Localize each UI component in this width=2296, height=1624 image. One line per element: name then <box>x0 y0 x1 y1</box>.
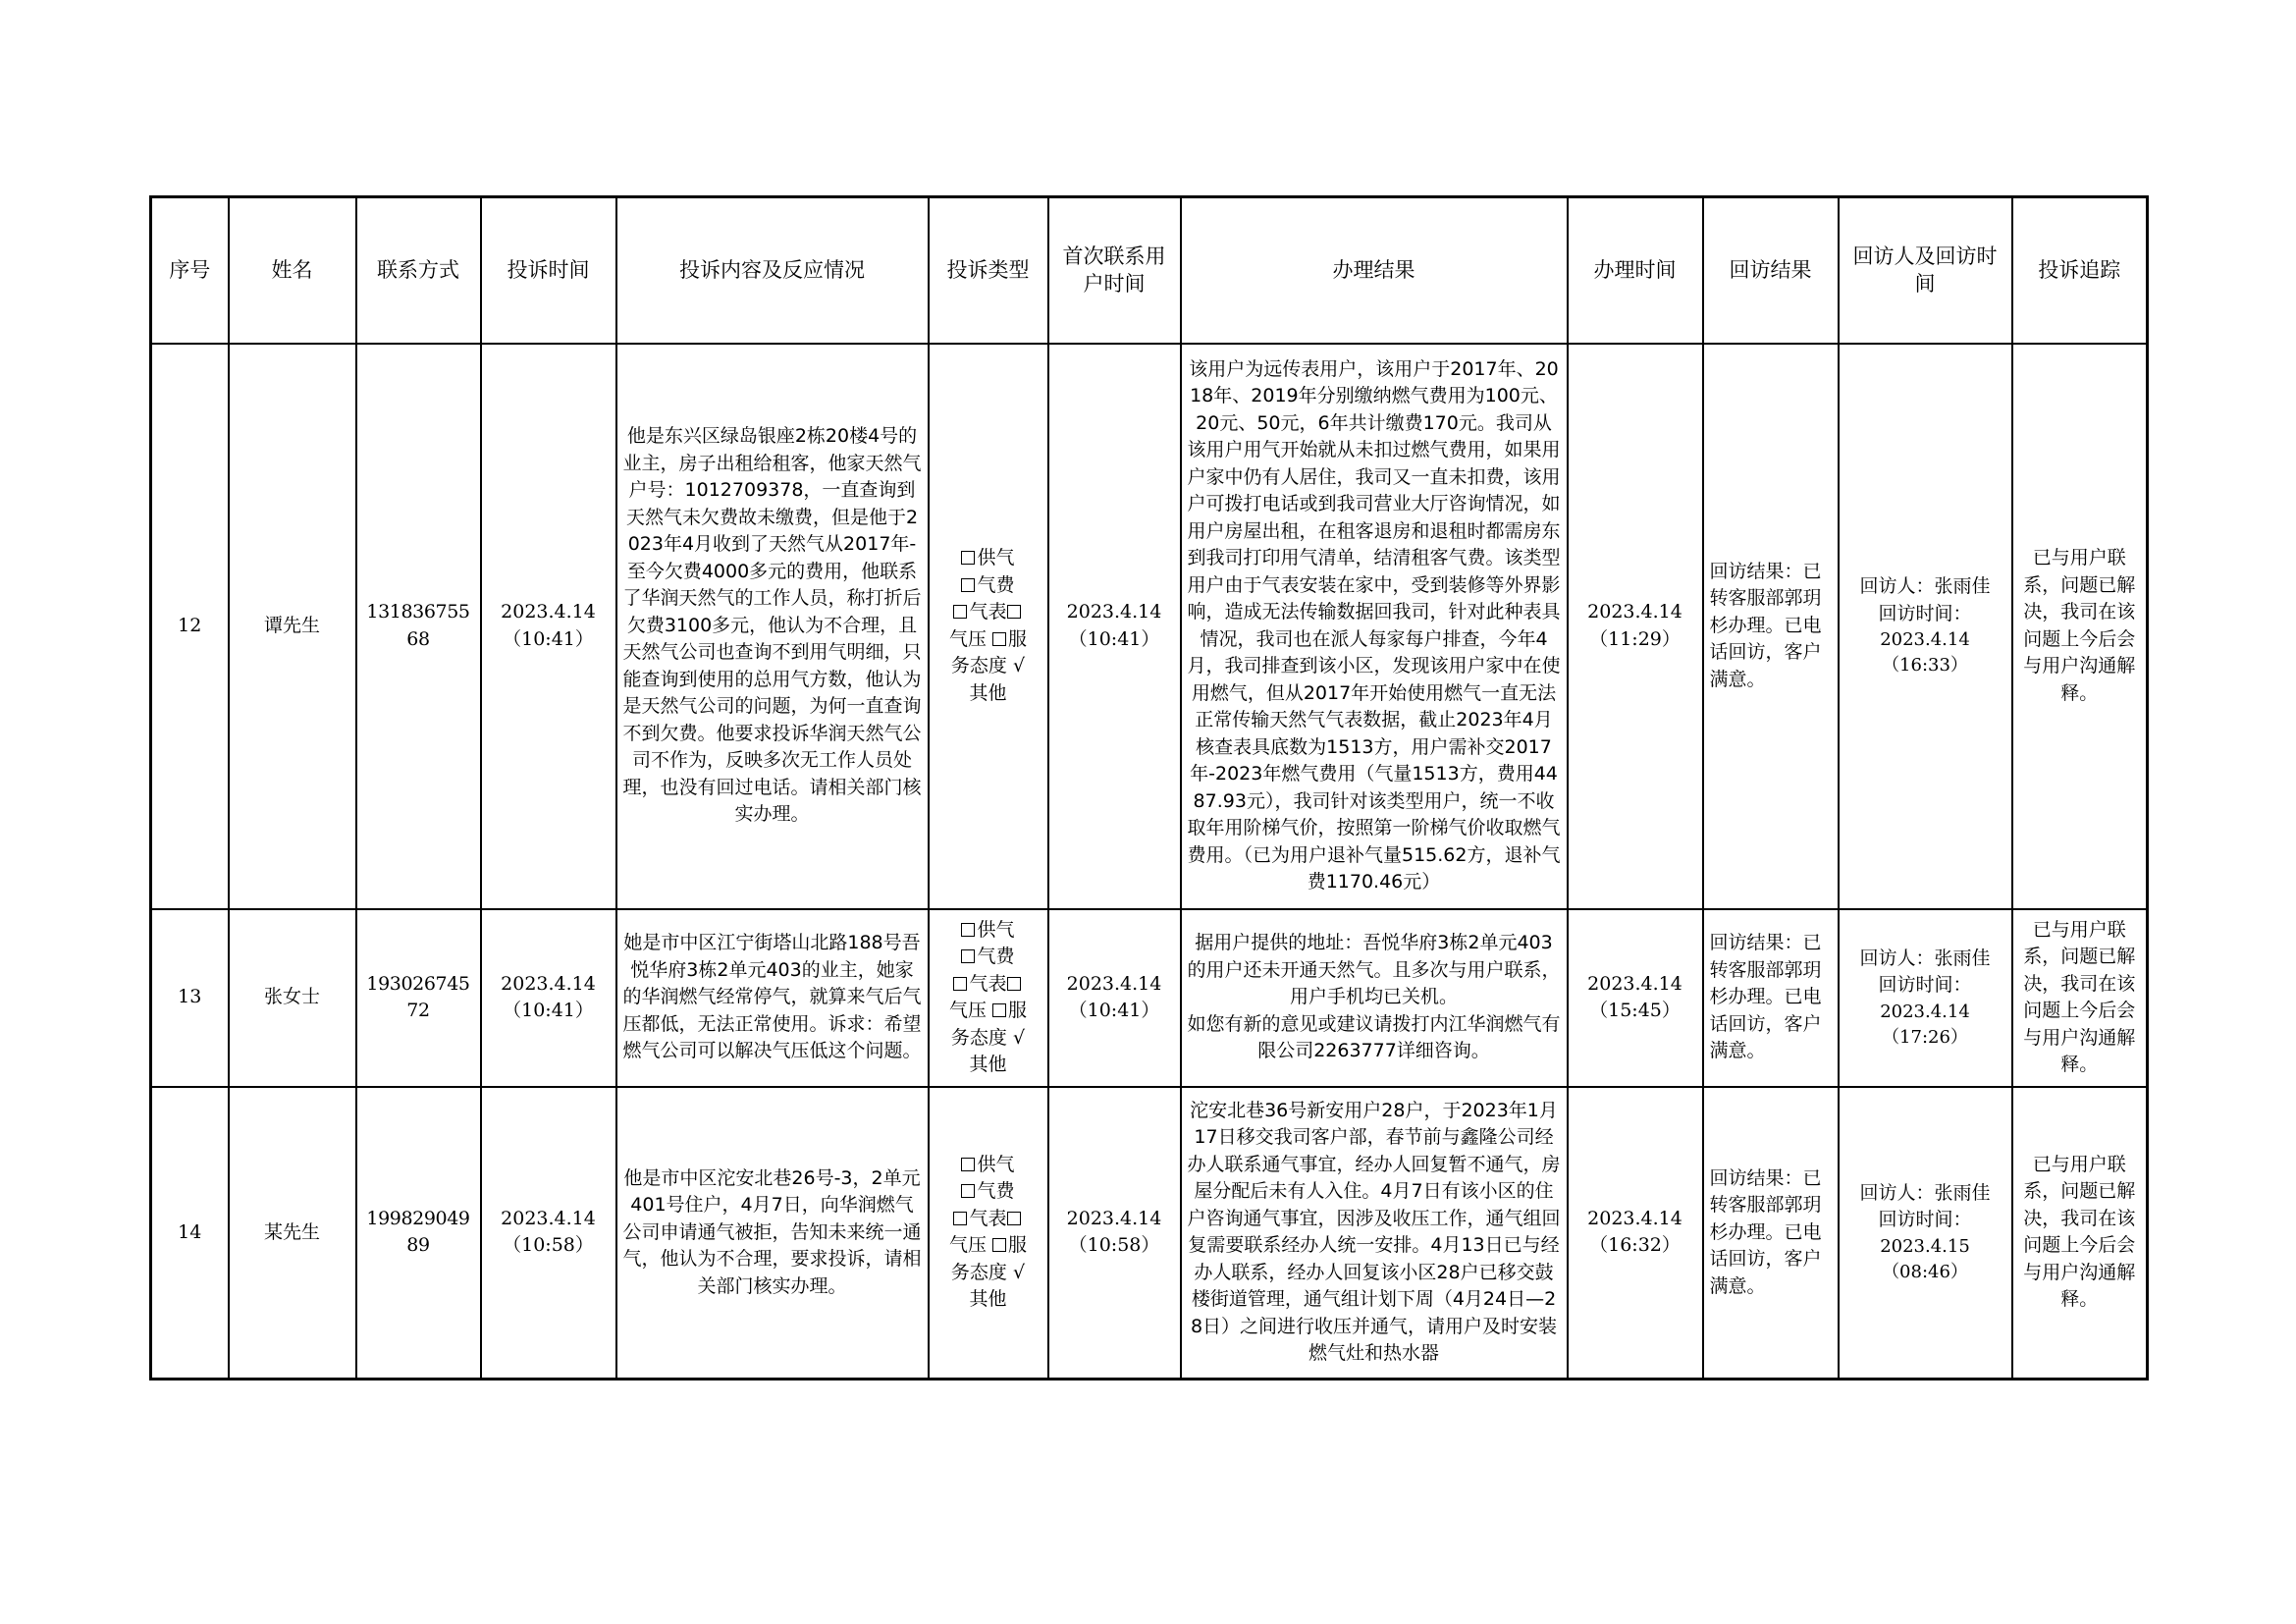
visit-date: 2023.4.14 <box>1880 629 1970 650</box>
checkbox-empty-icon <box>992 1003 1006 1017</box>
header-handle-time: 办理时间 <box>1568 197 1703 344</box>
header-first-contact: 首次联系用户时间 <box>1048 197 1181 344</box>
type-gas-fee: 气费 <box>977 946 1015 967</box>
type-service-suffix: 务态度 <box>950 1026 1007 1049</box>
type-check-mark: √ <box>1012 1261 1026 1283</box>
complaint-table <box>149 195 2149 1380</box>
table-row <box>151 1087 2148 1380</box>
handle-clock: （16:32） <box>1589 1234 1681 1257</box>
cell-phone: 19302674572 <box>356 909 481 1087</box>
visit-clock: （08:46） <box>1882 1261 1968 1282</box>
cell-name: 谭先生 <box>229 344 356 909</box>
type-meter: 气表 <box>969 1207 1007 1229</box>
checkbox-empty-icon <box>961 578 975 592</box>
cell-tracking: 已与用户联系，问题已解决，我司在该问题上今后会与用户沟通解释。 <box>2012 344 2148 909</box>
cell-name: 某先生 <box>229 1087 356 1380</box>
table-row <box>151 909 2148 1087</box>
checkbox-empty-icon <box>953 1212 967 1225</box>
checkbox-empty-icon <box>1007 1212 1021 1225</box>
type-check-mark: √ <box>1012 1026 1026 1049</box>
cell-type <box>929 1087 1048 1380</box>
type-pressure: 气压 <box>948 1234 987 1257</box>
visit-date: 2023.4.14 <box>1880 1001 1970 1022</box>
handle-date: 2023.4.14 <box>1587 1207 1682 1229</box>
checkbox-empty-icon <box>961 1158 975 1171</box>
visit-clock: （17:26） <box>1882 1026 1968 1048</box>
visitor-name: 回访人：张雨佳 <box>1859 575 1991 597</box>
checkbox-empty-icon <box>1007 605 1021 619</box>
checkbox-empty-icon <box>953 605 967 619</box>
header-name: 姓名 <box>229 197 356 344</box>
cell-complaint-time <box>481 344 616 909</box>
complaint-clock: （10:58） <box>503 1234 594 1257</box>
table-row <box>151 344 2148 909</box>
first-contact-date: 2023.4.14 <box>1066 601 1162 623</box>
header-tracking: 投诉追踪 <box>2012 197 2148 344</box>
cell-tracking: 已与用户联系，问题已解决，我司在该问题上今后会与用户沟通解释。 <box>2012 1087 2148 1380</box>
visit-date: 2023.4.15 <box>1880 1235 1970 1257</box>
visitor-name: 回访人：张雨佳 <box>1859 947 1991 969</box>
type-service-suffix: 务态度 <box>950 655 1007 677</box>
table-header-row <box>151 197 2148 344</box>
header-complaint-time: 投诉时间 <box>481 197 616 344</box>
cell-complaint-time <box>481 909 616 1087</box>
type-service-prefix: 服 <box>1008 1234 1028 1257</box>
header-content: 投诉内容及反应情况 <box>616 197 929 344</box>
checkbox-empty-icon <box>992 632 1006 646</box>
type-gas-supply: 供气 <box>977 1153 1015 1175</box>
cell-result: 沱安北巷36号新安用户28户，于2023年1月17日移交我司客户部，春节前与鑫隆公司经办人联系通气事宜，经办人回复暂不通气，房屋分配后未有人入住。4月7日有该小区的住户咨询通气事宜，因涉及收压工作，通气组回复需要联系经办人统一安排。4月13日已与经办人联系，经办人回复该小区28户已移交鼓楼街道管理，通气组计划下周（4月24日—28日）之间进行收压并通气，请用户及时安装燃气灶和热水器 <box>1181 1087 1568 1380</box>
cell-seq: 14 <box>151 1087 229 1380</box>
checkbox-empty-icon <box>961 949 975 963</box>
cell-visit-result: 回访结果：已转客服部郭玥杉办理。已电话回访，客户满意。 <box>1703 1087 1839 1380</box>
first-contact-clock: （10:41） <box>1068 1000 1160 1021</box>
cell-visit-result: 回访结果：已转客服部郭玥杉办理。已电话回访，客户满意。 <box>1703 344 1839 909</box>
cell-visitor <box>1839 909 2012 1087</box>
first-contact-date: 2023.4.14 <box>1066 972 1162 995</box>
header-seq: 序号 <box>151 197 229 344</box>
checkbox-empty-icon <box>961 1184 975 1198</box>
cell-first-contact <box>1048 909 1181 1087</box>
header-contact: 联系方式 <box>356 197 481 344</box>
type-pressure: 气压 <box>948 627 987 650</box>
complaint-date: 2023.4.14 <box>501 972 596 995</box>
first-contact-clock: （10:41） <box>1068 627 1160 650</box>
cell-seq: 12 <box>151 344 229 909</box>
cell-visitor <box>1839 344 2012 909</box>
cell-first-contact <box>1048 1087 1181 1380</box>
handle-clock: （15:45） <box>1589 1000 1681 1021</box>
type-gas-supply: 供气 <box>977 918 1015 941</box>
type-gas-supply: 供气 <box>977 547 1015 568</box>
type-other: 其他 <box>969 1054 1007 1075</box>
type-other: 其他 <box>969 681 1007 704</box>
header-visitor: 回访人及回访时间 <box>1839 197 2012 344</box>
cell-type <box>929 909 1048 1087</box>
header-visit-result: 回访结果 <box>1703 197 1839 344</box>
cell-name: 张女士 <box>229 909 356 1087</box>
cell-content: 他是东兴区绿岛银座2栋20楼4号的业主，房子出租给租客，他家天然气户号：1012709378，一直查询到天然气未欠费故未缴费，但是他于2023年4月收到了天然气从2017年-至今欠费4000多元的费用，他联系了华润天然气的工作人员，称打折后欠费3100多元，他认为不合理，且天然气公司也查询不到用气明细，只能查询到使用的总用气方数，他认为是天然气公司的问题，为何一直查询不到欠费。他要求投诉华润天然气公司不作为，反映多次无工作人员处理，也没有回过电话。请相关部门核实办理。 <box>616 344 929 909</box>
cell-visitor <box>1839 1087 2012 1380</box>
first-contact-date: 2023.4.14 <box>1066 1207 1162 1229</box>
type-service-suffix: 务态度 <box>950 1261 1007 1283</box>
cell-visit-result: 回访结果：已转客服部郭玥杉办理。已电话回访，客户满意。 <box>1703 909 1839 1087</box>
type-other: 其他 <box>969 1288 1007 1311</box>
visitor-name: 回访人：张雨佳 <box>1859 1181 1991 1204</box>
complaint-date: 2023.4.14 <box>501 1207 596 1229</box>
type-gas-fee: 气费 <box>977 1180 1015 1203</box>
checkbox-empty-icon <box>992 1238 1006 1252</box>
handle-date: 2023.4.14 <box>1587 601 1682 623</box>
type-pressure: 气压 <box>948 1000 987 1021</box>
cell-result: 据用户提供的地址：吾悦华府3栋2单元403的用户还未开通天然气。且多次与用户联系，用户手机均已关机。 如您有新的意见或建议请拨打内江华润燃气有限公司2263777详细咨询。 <box>1181 909 1568 1087</box>
cell-phone: 19982904989 <box>356 1087 481 1380</box>
header-type: 投诉类型 <box>929 197 1048 344</box>
complaint-date: 2023.4.14 <box>501 601 596 623</box>
checkbox-empty-icon <box>953 977 967 991</box>
cell-handle-time <box>1568 344 1703 909</box>
cell-complaint-time <box>481 1087 616 1380</box>
cell-tracking: 已与用户联系，问题已解决，我司在该问题上今后会与用户沟通解释。 <box>2012 909 2148 1087</box>
first-contact-clock: （10:58） <box>1068 1234 1160 1257</box>
cell-type <box>929 344 1048 909</box>
handle-clock: （11:29） <box>1589 627 1681 650</box>
checkbox-empty-icon <box>961 923 975 937</box>
type-service-prefix: 服 <box>1008 627 1028 650</box>
header-result: 办理结果 <box>1181 197 1568 344</box>
cell-handle-time <box>1568 909 1703 1087</box>
visit-label: 回访时间： <box>1878 974 1972 996</box>
cell-phone: 13183675568 <box>356 344 481 909</box>
type-check-mark: √ <box>1012 655 1026 677</box>
complaint-clock: （10:41） <box>503 627 594 650</box>
cell-first-contact <box>1048 344 1181 909</box>
visit-label: 回访时间： <box>1878 1209 1972 1231</box>
cell-result: 该用户为远传表用户，该用户于2017年、2018年、2019年分别缴纳燃气费用为100元、20元、50元，6年共计缴费170元。我司从该用户用气开始就从未扣过燃气费用，如果用户家中仍有人居住，我司又一直未扣费，该用户可拨打电话或到我司营业大厅咨询情况，如用户房屋出租，在租客退房和退租时都需房东到我司打印用气清单，结清租客气费。该类型用户由于气表安装在家中，受到装修等外界影响，造成无法传输数据回我司，针对此种表具情况，我司也在派人每家每户排查，今年4月，我司排查到该小区，发现该用户家中在使用燃气，但从2017年开始使用燃气一直无法正常传输天然气气表数据，截止2023年4月核查表具底数为1513方，用户需补交2017年-2023年燃气费用（气量1513方，费用4487.93元），我司针对该类型用户，统一不收取年用阶梯气价，按照第一阶梯气价收取燃气费用。（已为用户退补气量515.62方，退补气费1170.46元） <box>1181 344 1568 909</box>
cell-handle-time <box>1568 1087 1703 1380</box>
visit-clock: （16:33） <box>1882 655 1968 676</box>
checkbox-empty-icon <box>1007 977 1021 991</box>
complaint-clock: （10:41） <box>503 1000 594 1021</box>
cell-seq: 13 <box>151 909 229 1087</box>
visit-label: 回访时间： <box>1878 602 1972 624</box>
type-meter: 气表 <box>969 601 1007 623</box>
handle-date: 2023.4.14 <box>1587 972 1682 995</box>
cell-content: 她是市中区江宁街塔山北路188号吾悦华府3栋2单元403的业主，她家的华润燃气经常停气，就算来气后气压都低，无法正常使用。诉求：希望燃气公司可以解决气压低这个问题。 <box>616 909 929 1087</box>
type-meter: 气表 <box>969 972 1007 995</box>
cell-content: 他是市中区沱安北巷26号-3，2单元401号住户，4月7日，向华润燃气公司申请通气被拒，告知未来统一通气，他认为不合理，要求投诉，请相关部门核实办理。 <box>616 1087 929 1380</box>
type-service-prefix: 服 <box>1008 1000 1028 1021</box>
type-gas-fee: 气费 <box>977 573 1015 596</box>
checkbox-empty-icon <box>961 551 975 565</box>
